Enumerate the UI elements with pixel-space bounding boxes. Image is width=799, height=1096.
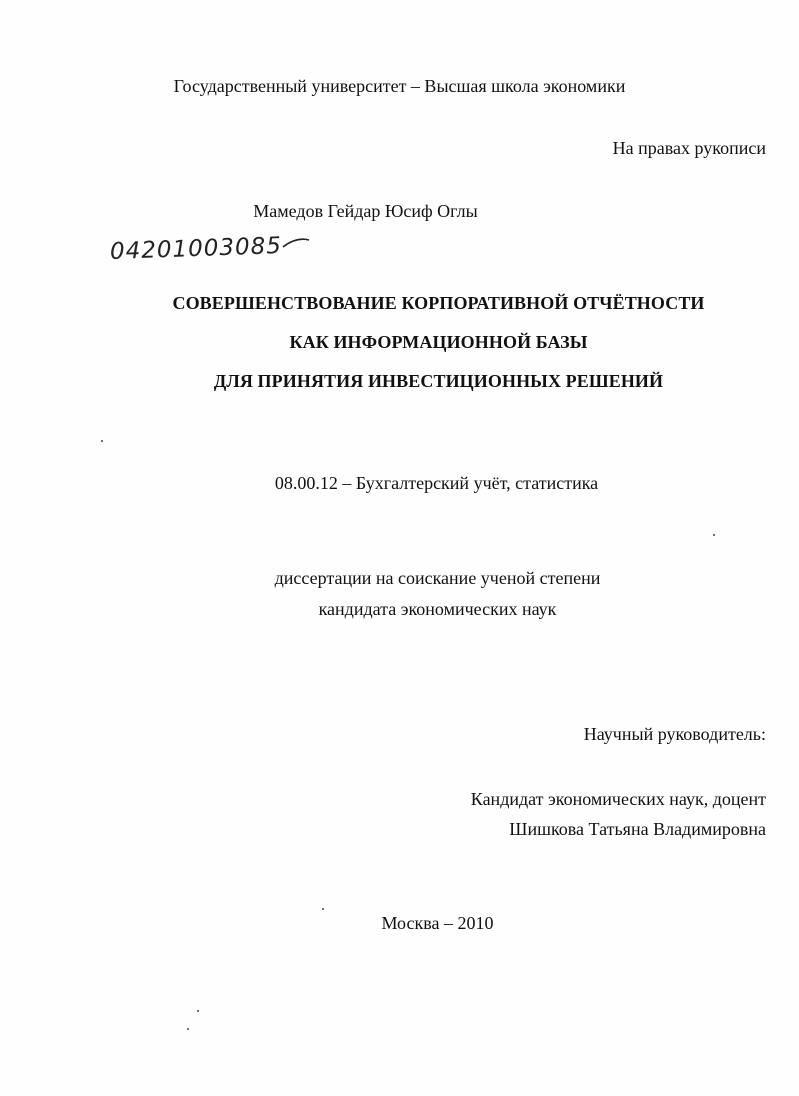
title-line-3: ДЛЯ ПРИНЯТИЯ ИНВЕСТИЦИОННЫХ РЕШЕНИЙ (213, 371, 664, 391)
manuscript-rights-note: На правах рукописи (612, 138, 766, 158)
place-and-year: Москва – 2010 (381, 913, 494, 933)
handwritten-inventory-number: 04201003085 (109, 233, 283, 265)
author-name: Мамедов Гейдар Юсиф Оглы (253, 201, 478, 221)
degree-line-2: кандидата экономических наук (318, 599, 557, 619)
supervisor-degree: Кандидат экономических наук, доцент (470, 789, 766, 809)
scan-speck (713, 534, 715, 536)
degree-line-1: диссертации на соискание ученой степени (274, 568, 601, 588)
scan-speck (187, 1028, 189, 1030)
supervisor-label: Научный руководитель: (583, 724, 766, 744)
supervisor-name: Шишкова Татьяна Владимировна (509, 819, 766, 839)
scan-speck (197, 1010, 199, 1012)
institution-name: Государственный университет – Высшая школа экономики (173, 76, 626, 96)
title-line-2: КАК ИНФОРМАЦИОННОЙ БАЗЫ (289, 332, 588, 352)
scan-speck (101, 440, 103, 442)
specialty-code: 08.00.12 – Бухгалтерский учёт, статистика (274, 473, 599, 493)
title-line-1: СОВЕРШЕНСТВОВАНИЕ КОРПОРАТИВНОЙ ОТЧЁТНОСТИ (172, 293, 705, 313)
scan-speck (322, 908, 324, 910)
